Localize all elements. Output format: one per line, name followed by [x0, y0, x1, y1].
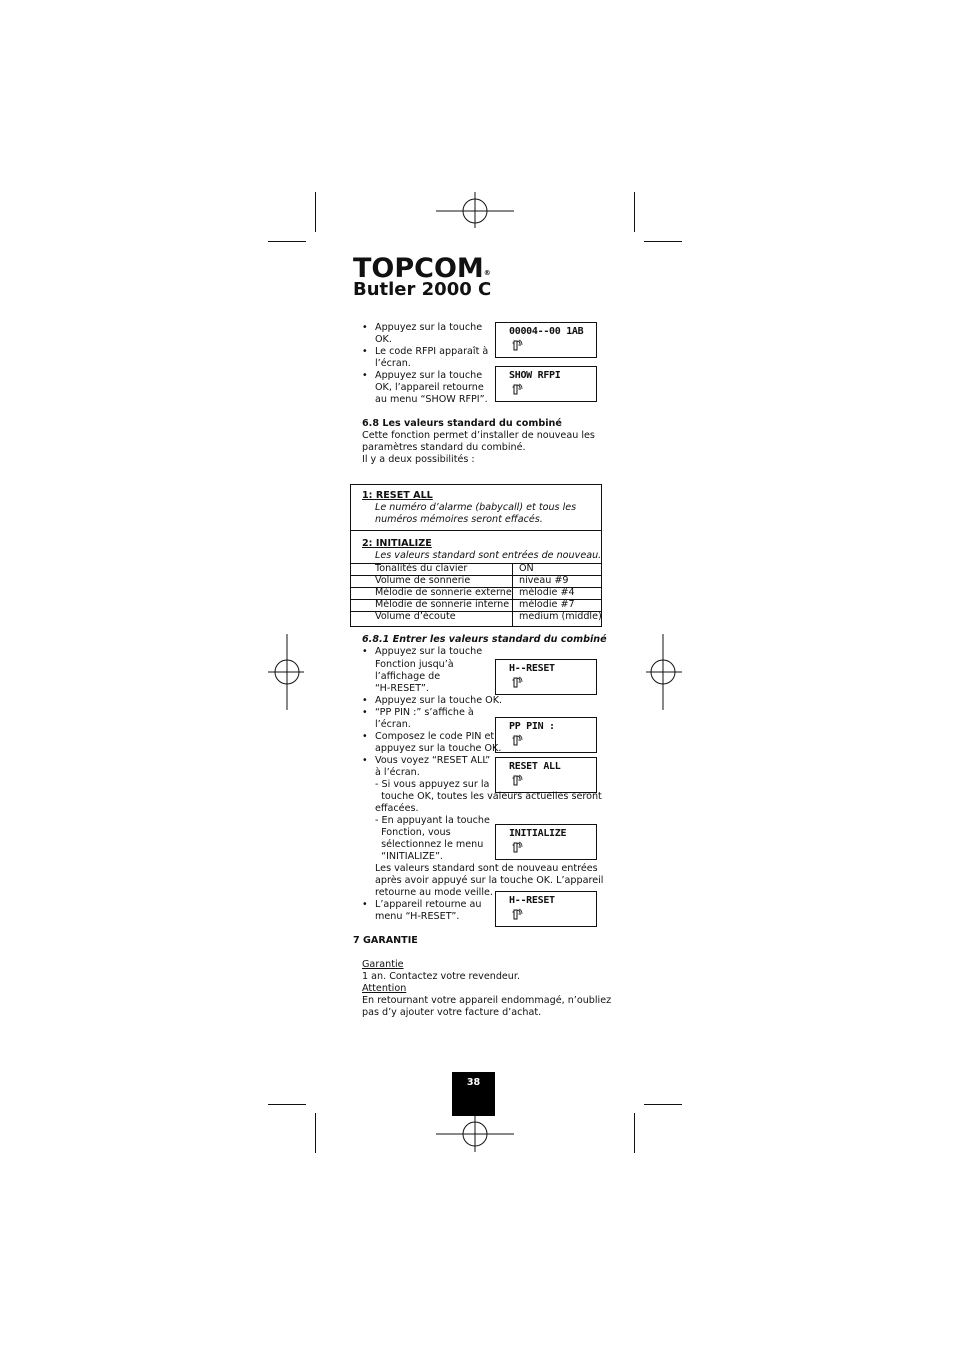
sub-item: “INITIALIZE”.: [375, 851, 443, 862]
handset-icon: [511, 383, 523, 396]
list-item: “PP PIN :” s’affiche à: [375, 707, 474, 718]
table-cell-value: medium (middle): [519, 611, 602, 622]
page-number: 38: [466, 1077, 481, 1088]
registration-mark-top: [434, 190, 516, 230]
table-cell-setting: Mélodie de sonnerie externe: [375, 587, 512, 598]
sub-item: sélectionnez le menu: [375, 839, 484, 850]
table-cell-setting: Volume d’écoute: [375, 611, 456, 622]
table-cell-setting: Tonalités du clavier: [375, 563, 468, 574]
attention-text: pas d’y ajouter votre facture d’achat.: [362, 1007, 542, 1018]
handset-icon: [511, 841, 523, 854]
option-reset-all-description: numéros mémoires seront effacés.: [375, 514, 543, 525]
lcd-display-initialize: INITIALIZE: [495, 824, 597, 860]
option-reset-all-title: 1: RESET ALL: [362, 490, 433, 501]
sub-item: touche OK, toutes les valeurs actuelles seront: [375, 791, 602, 802]
table-cell-setting: Mélodie de sonnerie interne: [375, 599, 510, 610]
list-item: L’appareil retourne au: [375, 899, 482, 910]
garantie-text: 1 an. Contactez votre revendeur.: [362, 971, 521, 982]
table-cell-setting: Volume de sonnerie: [375, 575, 471, 586]
list-item: Appuyez sur la touche: [375, 370, 483, 381]
lcd-display-h-reset: H--RESET: [495, 659, 597, 695]
paragraph-line: retourne au mode veille.: [375, 887, 493, 898]
section-heading-7: 7 GARANTIE: [353, 935, 418, 946]
table-cell-value: niveau #9: [519, 575, 569, 586]
list-item: menu “H-RESET”.: [375, 911, 460, 922]
sub-item: effacées.: [375, 803, 419, 814]
lcd-display-reset-all: RESET ALL: [495, 757, 597, 793]
lcd-display-h-reset-final: H--RESET: [495, 891, 597, 927]
list-item: l’écran.: [375, 719, 411, 730]
paragraph-line: après avoir appuyé sur la touche OK. L’appareil: [375, 875, 604, 886]
list-item: Appuyez sur la touche: [375, 646, 483, 657]
handset-icon: [511, 774, 523, 787]
sub-item: - Si vous appuyez sur la: [375, 779, 490, 790]
list-item: OK, l’appareil retourne: [375, 382, 484, 393]
handset-icon: [511, 339, 523, 352]
table-cell-value: mélodie #7: [519, 599, 575, 610]
registration-mark-left: [266, 632, 306, 712]
table-cell-value: mélodie #4: [519, 587, 575, 598]
page-number-box: [452, 1072, 495, 1116]
option-reset-all-description: Le numéro d’alarme (babycall) et tous les: [375, 502, 577, 513]
section-heading-6-8-1: 6.8.1 Entrer les valeurs standard du combiné: [362, 634, 607, 645]
lcd-display-show-rfpi: SHOW RFPI: [495, 366, 597, 402]
list-item: au menu “SHOW RFPI”.: [375, 394, 488, 405]
paragraph-line: Les valeurs standard sont de nouveau entrées: [375, 863, 598, 874]
list-item: OK.: [375, 334, 392, 345]
list-item: appuyez sur la touche OK.: [375, 743, 502, 754]
handset-icon: [511, 676, 523, 689]
list-item: à l’écran.: [375, 767, 420, 778]
attention-label: Attention: [362, 983, 407, 994]
list-item: Vous voyez “RESET ALL”: [375, 755, 491, 766]
sub-item: - En appuyant la touche: [375, 815, 490, 826]
attention-text: En retournant votre appareil endommagé, n’oubliez: [362, 995, 612, 1006]
sub-item: Fonction, vous: [375, 827, 451, 838]
option-initialize-title: 2: INITIALIZE: [362, 538, 432, 549]
list-item: Appuyez sur la touche OK.: [375, 695, 503, 706]
handset-icon: [511, 908, 523, 921]
garantie-label: Garantie: [362, 959, 404, 970]
list-item: Le code RFPI apparaît à: [375, 346, 489, 357]
handset-icon: [511, 734, 523, 747]
list-item: “H-RESET”.: [375, 683, 429, 694]
model-title: Butler 2000 C: [353, 279, 492, 300]
option-initialize-description: Les valeurs standard sont entrées de nouveau.: [375, 550, 602, 561]
list-item: Appuyez sur la touche: [375, 322, 483, 333]
lcd-display-rfpi-code: 00004--00 1AB: [495, 322, 597, 358]
list-item: l’affichage de: [375, 671, 441, 682]
brand-logo: TOPCOM®: [353, 253, 491, 284]
lcd-display-pp-pin: PP PIN :: [495, 717, 597, 753]
list-item: Fonction jusqu’à: [375, 659, 454, 670]
list-item: Composez le code PIN et: [375, 731, 495, 742]
paragraph-line: Il y a deux possibilités :: [362, 454, 475, 465]
registration-mark-bottom: [434, 1114, 516, 1154]
section-heading-6-8: 6.8 Les valeurs standard du combiné: [362, 418, 562, 429]
paragraph-line: Cette fonction permet d’installer de nouveau les: [362, 430, 595, 441]
paragraph-line: paramètres standard du combiné.: [362, 442, 526, 453]
list-item: l’écran.: [375, 358, 411, 369]
registration-mark-right: [644, 632, 684, 712]
table-cell-value: ON: [519, 563, 534, 574]
